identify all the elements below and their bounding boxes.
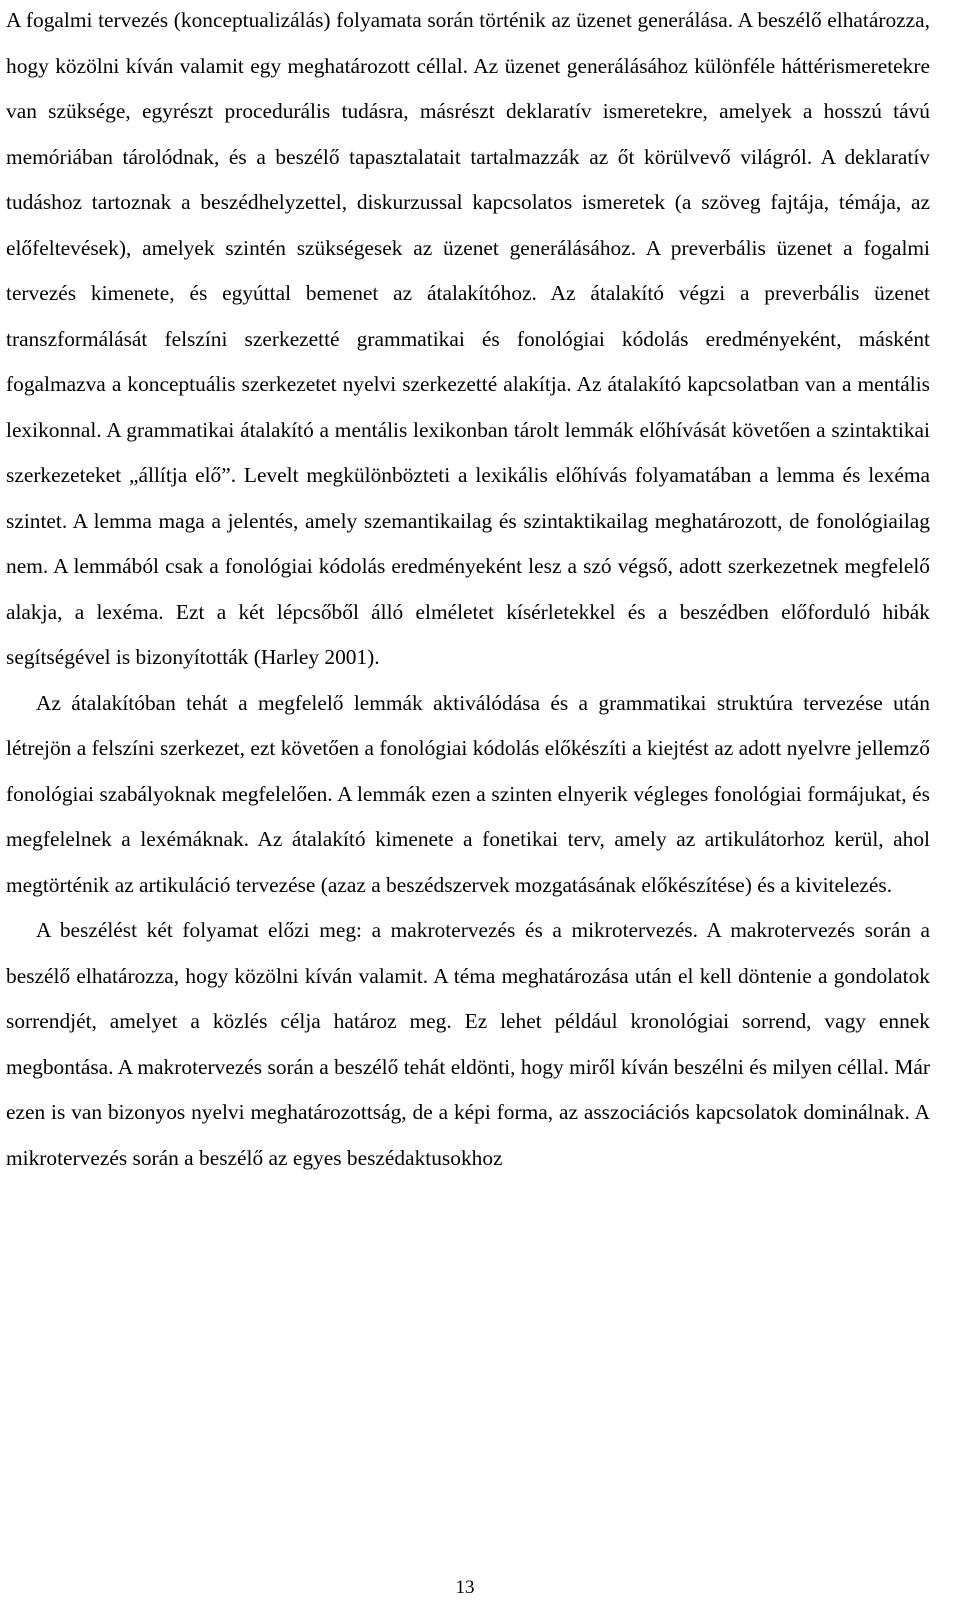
paragraph-2: Az átalakítóban tehát a megfelelő lemmák aktiválódása és a grammatikai struktúra tervezése után létrejön a felszíni szerkezet, ezt követően a fonológiai kódolás előkészíti a kiejtést az adott nyelvre jellemző fonológiai szabályoknak megfelelően. A lemmák ezen a szinten elnyerik végleges fonológiai formájukat, és megfelelnek a lexémáknak. Az átalakító kimenete a fonetikai terv, amely az artikulátorhoz kerül, ahol megtörténik az artikuláció tervezése (azaz a beszédszervek mozgatásának előkészítése) és a kivitelezés. [6,690,930,897]
document-body [6,0,930,1181]
paragraph-3: A beszélést két folyamat előzi meg: a makrotervezés és a mikrotervezés. A makrotervezés során a beszélő elhatározza, hogy közölni kíván valamit. A téma meghatározása után el kell döntenie a gondolatok sorrendjét, amelyet a közlés célja határoz meg. Ez lehet például kronológiai sorrend, vagy ennek megbontása. A makrotervezés során a beszélő tehát eldönti, hogy miről kíván beszélni és milyen céllal. Már ezen is van bizonyos nyelvi meghatározottság, de a képi forma, az asszociációs kapcsolatok dominálnak. A mikrotervezés során a beszélő az egyes beszédaktusokhoz [6,918,930,1170]
paragraph-1: A fogalmi tervezés (konceptualizálás) folyamata során történik az üzenet generálása. A beszélő elhatározza, hogy közölni kíván valamit egy meghatározott céllal. Az üzenet generálásához különféle háttérismeretekre van szüksége, egyrészt procedurális tudásra, másrészt deklaratív ismeretekre, amelyek a hosszú távú memóriában tárolódnak, és a beszélő tapasztalatait tartalmazzák az őt körülvevő világról. A deklaratív tudáshoz tartoznak a beszédhelyzettel, diskurzussal kapcsolatos ismeretek (a szöveg fajtája, témája, az előfeltevések), amelyek szintén szükségesek az üzenet generálásához. A preverbális üzenet a fogalmi tervezés kimenete, és egyúttal bemenet az átalakítóhoz. Az átalakító végzi a preverbális üzenet transzformálását felszíni szerkezetté grammatikai és fonológiai kódolás eredményeként, másként fogalmazva a konceptuális szerkezetet nyelvi szerkezetté alakítja. Az átalakító kapcsolatban van a mentális lexikonnal. A grammatikai átalakító a mentális lexikonban tárolt lemmák előhívását követően a szintaktikai szerkezeteket „állítja elő”. Levelt megkülönbözteti a lexikális előhívás folyamatában a lemma és lexéma szintet. A lemma maga a jelentés, amely szemantikailag és szintaktikailag meghatározott, de fonológiailag nem. A lemmából csak a fonológiai kódolás eredményeként lesz a szó végső, adott szerkezetnek megfelelő alakja, a lexéma. Ezt a két lépcsőből álló elméletet kísérletekkel és a beszédben előforduló hibák segítségével is bizonyították (Harley 2001). [6,8,930,669]
page-number: 13 [455,1577,475,1598]
